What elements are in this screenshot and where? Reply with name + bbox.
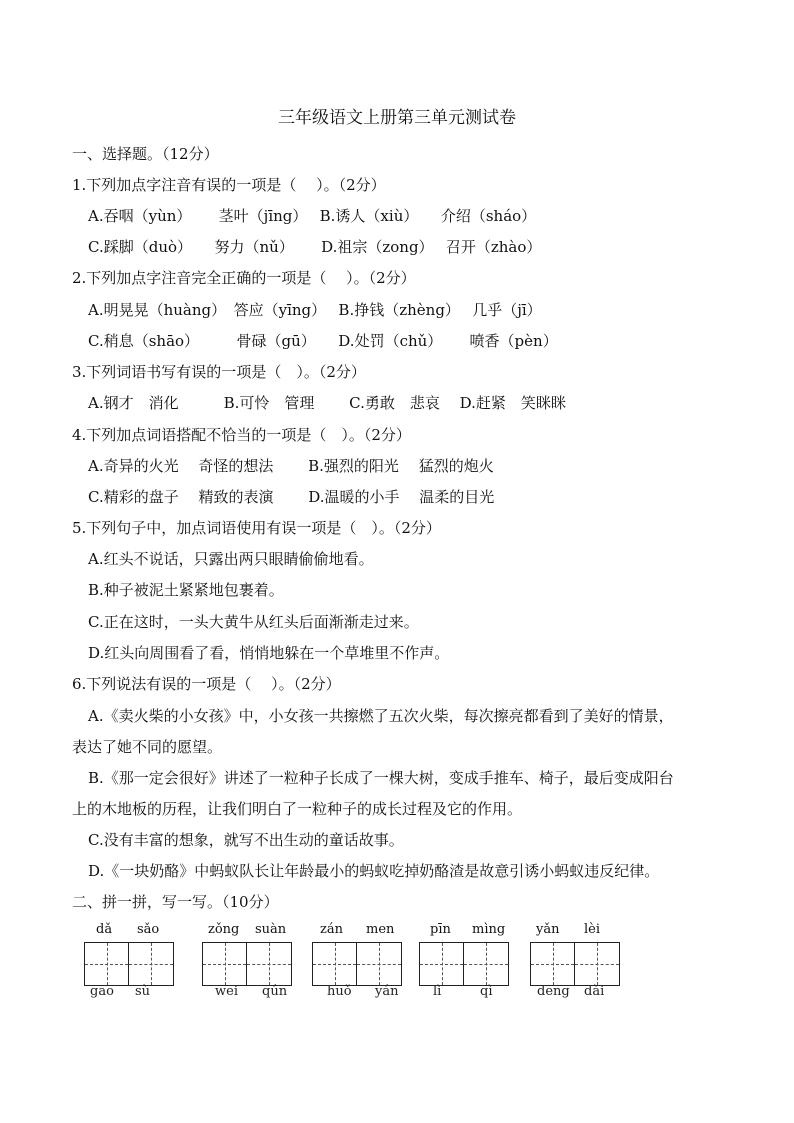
pinyin-bottom-2: yán [375, 984, 399, 999]
pinyin-bottom-1: huǒ [327, 984, 352, 999]
question-3-options: A.钢才 消化 B.可怜 管理 C.勇敢 悲哀 D.赶紧 笑眯眯 [88, 394, 566, 412]
writing-cell[interactable] [202, 942, 247, 986]
pinyin-top-2: suàn [255, 922, 287, 937]
pinyin-bottom-2: sù [135, 984, 151, 999]
question-2-stem: 2.下列加点字注音完全正确的一项是（ ）。（2分） [72, 269, 416, 287]
question-1-stem: 1.下列加点字注音有误的一项是（ ）。（2分） [72, 176, 386, 194]
pinyin-bottom-1: lì [433, 984, 442, 999]
writing-cell[interactable] [419, 942, 464, 986]
section-heading-pinyin: 二、拼一拼，写一写。（10分） [72, 893, 279, 911]
pinyin-top-1: zán [320, 922, 343, 937]
pinyin-top-1: yǎn [536, 922, 560, 937]
writing-grid[interactable] [202, 942, 292, 986]
question-5-stem: 5.下列句子中，加点词语使用有误一项是（ ）。（2分） [72, 519, 441, 537]
question-5-option-b: B.种子被泥土紧紧地包裹着。 [88, 581, 284, 599]
pinyin-bottom-1: wēi [215, 984, 238, 999]
writing-cell[interactable] [84, 942, 129, 986]
pinyin-bottom-1: gāo [90, 984, 114, 999]
question-4-stem: 4.下列加点词语搭配不恰当的一项是（ ）。（2分） [72, 426, 411, 444]
pinyin-bottom-2: qì [480, 984, 493, 999]
question-6-stem: 6.下列说法有误的一项是（ ）。（2分） [72, 675, 341, 693]
question-6-option-b-line2: 上的木地板的历程，让我们明白了一粒种子的成长过程及它的作用。 [72, 800, 523, 818]
question-1-options-cd: C.踩脚（duò） 努力（nǔ） D.祖宗（zong） 召开（zhào） [88, 238, 542, 256]
writing-cell[interactable] [247, 942, 292, 986]
writing-grid[interactable] [530, 942, 620, 986]
writing-cell[interactable] [312, 942, 357, 986]
question-2-options-cd: C.稍息（shāo） 骨碌（gū） D.处罚（chǔ） 喷香（pèn） [88, 332, 558, 350]
pinyin-top-1: dǎ [96, 922, 113, 937]
pinyin-top-2: mìng [472, 922, 506, 937]
question-5-option-c: C.正在这时，一头大黄牛从红头后面渐渐走过来。 [88, 613, 419, 631]
question-2-options-ab: A.明晃晃（huàng） 答应（yīng） B.挣钱（zhèng） 几乎（jī） [88, 301, 542, 319]
question-3-stem: 3.下列词语书写有误的一项是（ ）。（2分） [72, 363, 366, 381]
pinyin-bottom-2: dài [584, 984, 605, 999]
pinyin-bottom-1: dēng [537, 984, 570, 999]
writing-cell[interactable] [357, 942, 402, 986]
writing-cell[interactable] [129, 942, 174, 986]
question-6-option-b-line1: B.《那一定会很好》讲述了一粒种子长成了一棵大树，变成手推车、椅子，最后变成阳台 [88, 769, 674, 787]
question-6-option-a-line1: A.《卖火柴的小女孩》中，小女孩一共擦燃了五次火柴，每次擦亮都看到了美好的情景， [88, 707, 674, 725]
question-1-options-ab: A.吞咽（yùn） 茎叶（jīng） B.诱人（xiù） 介绍（sháo） [88, 207, 537, 225]
pinyin-bottom-2: qún [262, 984, 288, 999]
question-5-option-d: D.红头向周围看了看，悄悄地躲在一个草堆里不作声。 [88, 644, 450, 662]
writing-cell[interactable] [575, 942, 620, 986]
pinyin-top-1: zǒng [208, 922, 240, 937]
pinyin-top-2: men [366, 922, 395, 937]
question-6-option-d: D.《一块奶酪》中蚂蚁队长让年龄最小的蚂蚁吃掉奶酪渣是故意引诱小蚂蚁违反纪律。 [88, 862, 660, 880]
pinyin-top-2: sǎo [137, 922, 160, 937]
section-heading-choice: 一、选择题。（12分） [72, 145, 219, 163]
pinyin-top-1: pīn [430, 922, 451, 937]
pinyin-top-2: lèi [584, 922, 601, 937]
question-5-option-a: A.红头不说话，只露出两只眼睛偷偷地看。 [88, 550, 374, 568]
question-4-options-ab: A.奇异的火光 奇怪的想法 B.强烈的阳光 猛烈的炮火 [88, 457, 494, 475]
page-title: 三年级语文上册第三单元测试卷 [278, 108, 516, 128]
writing-grid[interactable] [84, 942, 174, 986]
writing-cell[interactable] [464, 942, 509, 986]
writing-grid[interactable] [312, 942, 402, 986]
question-6-option-a-line2: 表达了她不同的愿望。 [72, 738, 223, 756]
writing-cell[interactable] [530, 942, 575, 986]
writing-grid[interactable] [419, 942, 509, 986]
question-6-option-c: C.没有丰富的想象，就写不出生动的童话故事。 [88, 831, 404, 849]
question-4-options-cd: C.精彩的盘子 精致的表演 D.温暖的小手 温柔的目光 [88, 488, 495, 506]
